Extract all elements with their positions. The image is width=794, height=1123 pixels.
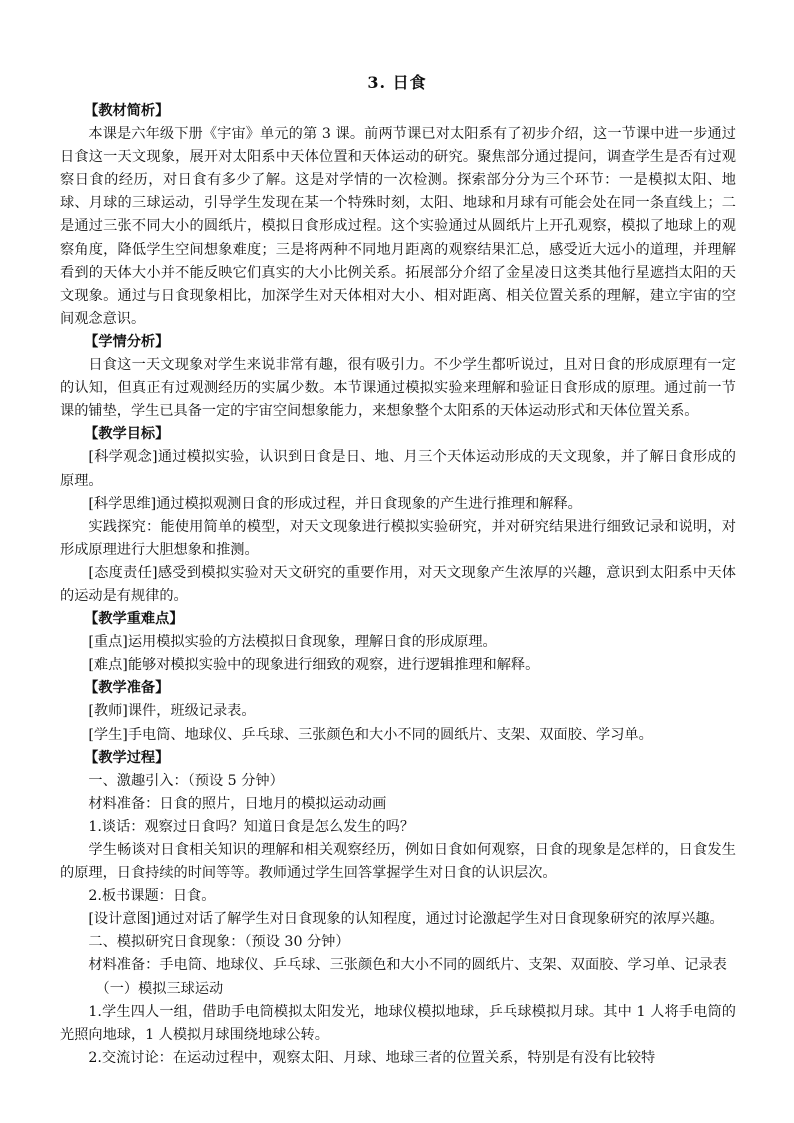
section-heading: 【教学重难点】 — [84, 611, 184, 628]
paragraph: 材料准备：日食的照片，日地月的模拟运动动画 — [88, 795, 387, 812]
paragraph: [态度责任]感受到模拟实验对天文研究的重要作用，对天文现象产生浓厚的兴趣，意识到太阳系中天体的运动是有规律的。 — [60, 564, 736, 604]
section-heading: 【学情分析】 — [84, 333, 170, 350]
document-body — [60, 100, 736, 1070]
paragraph: 1.谈话：观察过日食吗？知道日食是怎么发生的吗？ — [88, 818, 415, 835]
paragraph: [学生]手电筒、地球仪、乒乓球、三张颜色和大小不同的圆纸片、支架、双面胶、学习单。 — [88, 726, 653, 743]
paragraph: 日食这一天文现象对学生来说非常有趣，很有吸引力。不少学生都听说过，且对日食的形成原理有一定的认知，但真正有过观测经历的实属少数。本节课通过模拟实验来理解和验证日食形成的原理。通过前一节课的铺垫，学生已具备一定的宇宙空间想象能力，来想象整个太阳系的天体运动形式和天体位置关系。 — [60, 357, 736, 420]
paragraph: 2.交流讨论：在运动过程中，观察太阳、月球、地球三者的位置关系，特别是有没有比较特 — [88, 1049, 656, 1066]
paragraph: [科学观念]通过模拟实验，认识到日食是日、地、月三个天体运动形成的天文现象，并了解日食形成的原理。 — [60, 449, 736, 489]
paragraph: 二、模拟研究日食现象：（预设 30 分钟） — [88, 934, 350, 951]
paragraph: 实践探究：能使用简单的模型，对天文现象进行模拟实验研究，并对研究结果进行细致记录和说明，对形成原理进行大胆想象和推测。 — [60, 518, 736, 558]
paragraph: （一）模拟三球运动 — [95, 980, 224, 997]
section-heading: 【教学目标】 — [84, 426, 170, 443]
paragraph: 本课是六年级下册《宇宙》单元的第 3 课。前两节课已对太阳系有了初步介绍，这一节课中进一步通过日食这一天文现象，展开对太阳系中天体位置和天体运动的研究。聚焦部分通过提问，调查学生是否有过观察日食的经历，对日食有多少了解。这是对学情的一次检测。探索部分分为三个环节：一是模拟太阳、地球、月球的三球运动，引导学生发现在某一个特殊时刻，太阳、地球和月球有可能会处在同一条直线上；二是通过三张不同大小的圆纸片，模拟日食形成过程。这个实验通过从圆纸片上开孔观察，模拟了地球上的观察角度，降低学生空间想象难度；三是将两种不同地月距离的观察结果汇总，感受近大远小的道理，并理解看到的天体大小并不能反映它们真实的大小比例关系。拓展部分介绍了金星凌日这类其他行星遮挡太阳的天文现象。通过与日食现象相比，加深学生对天体相对大小、相对距离、相关位置关系的理解，建立宇宙的空间观念意识。 — [60, 126, 736, 327]
paragraph: 2.板书课题：日食。 — [88, 888, 216, 905]
paragraph: [教师]课件，班级记录表。 — [88, 703, 256, 720]
section-heading: 【教学准备】 — [84, 680, 170, 697]
section-heading: 【教学过程】 — [84, 749, 170, 766]
paragraph: [重点]运用模拟实验的方法模拟日食现象，理解日食的形成原理。 — [88, 634, 497, 651]
paragraph: 一、激趣引入：（预设 5 分钟） — [88, 772, 284, 789]
paragraph: 材料准备：手电筒、地球仪、乒乓球、三张颜色和大小不同的圆纸片、支架、双面胶、学习单、记录表 — [88, 957, 727, 974]
paragraph: [难点]能够对模拟实验中的现象进行细致的观察，进行逻辑推理和解释。 — [88, 657, 540, 674]
paragraph: 学生畅谈对日食相关知识的理解和相关观察经历，例如日食如何观察，日食的现象是怎样的，日食发生的原理，日食持续的时间等等。教师通过学生回答掌握学生对日食的认识层次。 — [60, 842, 736, 882]
page-title: 3. 日食 — [367, 73, 427, 92]
paragraph: [科学思维]通过模拟观测日食的形成过程，并日食现象的产生进行推理和解释。 — [88, 495, 582, 512]
section-heading: 【教材简析】 — [84, 103, 170, 119]
paragraph: 1.学生四人一组，借助手电筒模拟太阳发光，地球仪模拟地球，乒乓球模拟月球。其中 1 人将手电筒的光照向地球，1 人模拟月球围绕地球公转。 — [60, 1003, 736, 1043]
paragraph: [设计意图]通过对话了解学生对日食现象的认知程度，通过讨论激起学生对日食现象研究的浓厚兴趣。 — [88, 911, 724, 928]
